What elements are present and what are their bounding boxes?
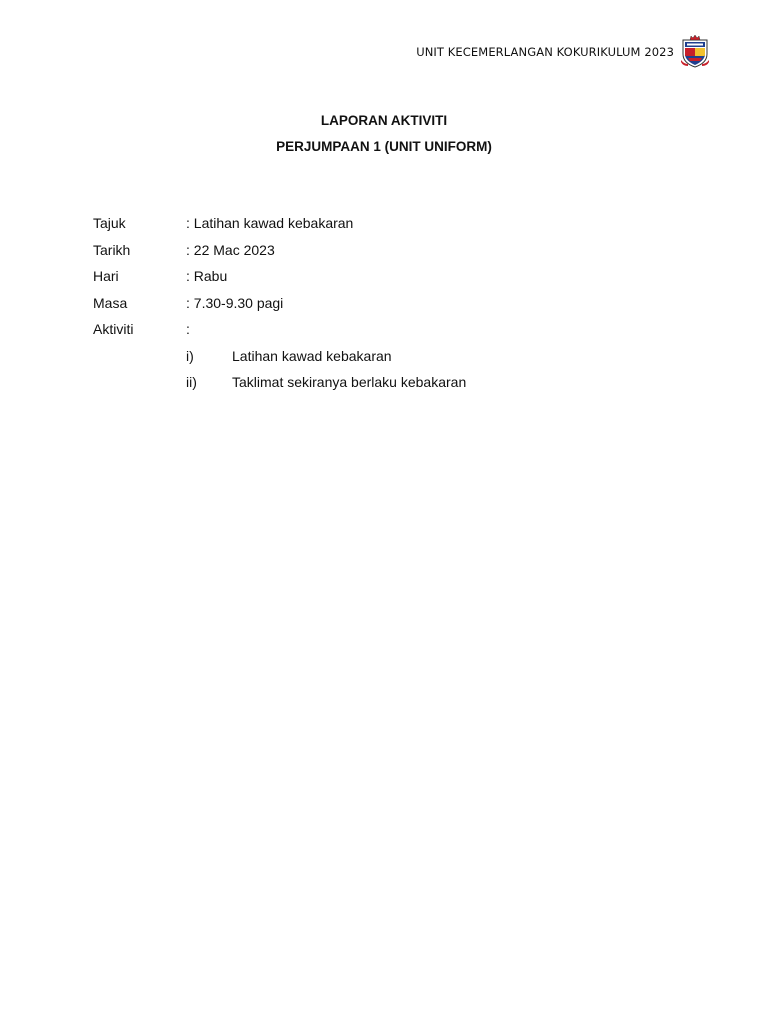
detail-row-tajuk xyxy=(93,210,466,237)
detail-row-hari xyxy=(93,263,466,290)
detail-value: : 7.30-9.30 pagi xyxy=(186,294,284,311)
activity-number: i) xyxy=(186,347,194,364)
detail-label: Masa xyxy=(93,294,128,311)
detail-row-masa xyxy=(93,290,466,317)
detail-value: : 22 Mac 2023 xyxy=(186,241,275,258)
activity-number: ii) xyxy=(186,373,197,390)
activity-text: Latihan kawad kebakaran xyxy=(232,347,392,364)
detail-label: Aktiviti xyxy=(93,321,134,337)
detail-value: : xyxy=(186,321,190,337)
detail-label: Tarikh xyxy=(93,241,131,258)
detail-row-tarikh xyxy=(93,237,466,264)
detail-label: Hari xyxy=(93,268,119,284)
activity-list-item xyxy=(93,343,466,369)
detail-value: : Rabu xyxy=(186,268,228,284)
header-text: UNIT KECEMERLANGAN KOKURIKULUM 2023 xyxy=(416,45,674,59)
report-title: LAPORAN AKTIVITI xyxy=(320,113,448,128)
detail-row-aktiviti xyxy=(93,316,466,343)
activity-list-item xyxy=(93,369,466,395)
meeting-subtitle: PERJUMPAAN 1 (UNIT UNIFORM) xyxy=(276,139,492,154)
title-block xyxy=(0,108,768,160)
detail-label: Tajuk xyxy=(93,215,126,231)
activity-text: Taklimat sekiranya berlaku kebakaran xyxy=(232,373,467,390)
page-header xyxy=(416,34,710,68)
detail-value: : Latihan kawad kebakaran xyxy=(186,215,354,231)
report-details xyxy=(93,210,466,395)
school-crest-icon xyxy=(680,34,710,68)
